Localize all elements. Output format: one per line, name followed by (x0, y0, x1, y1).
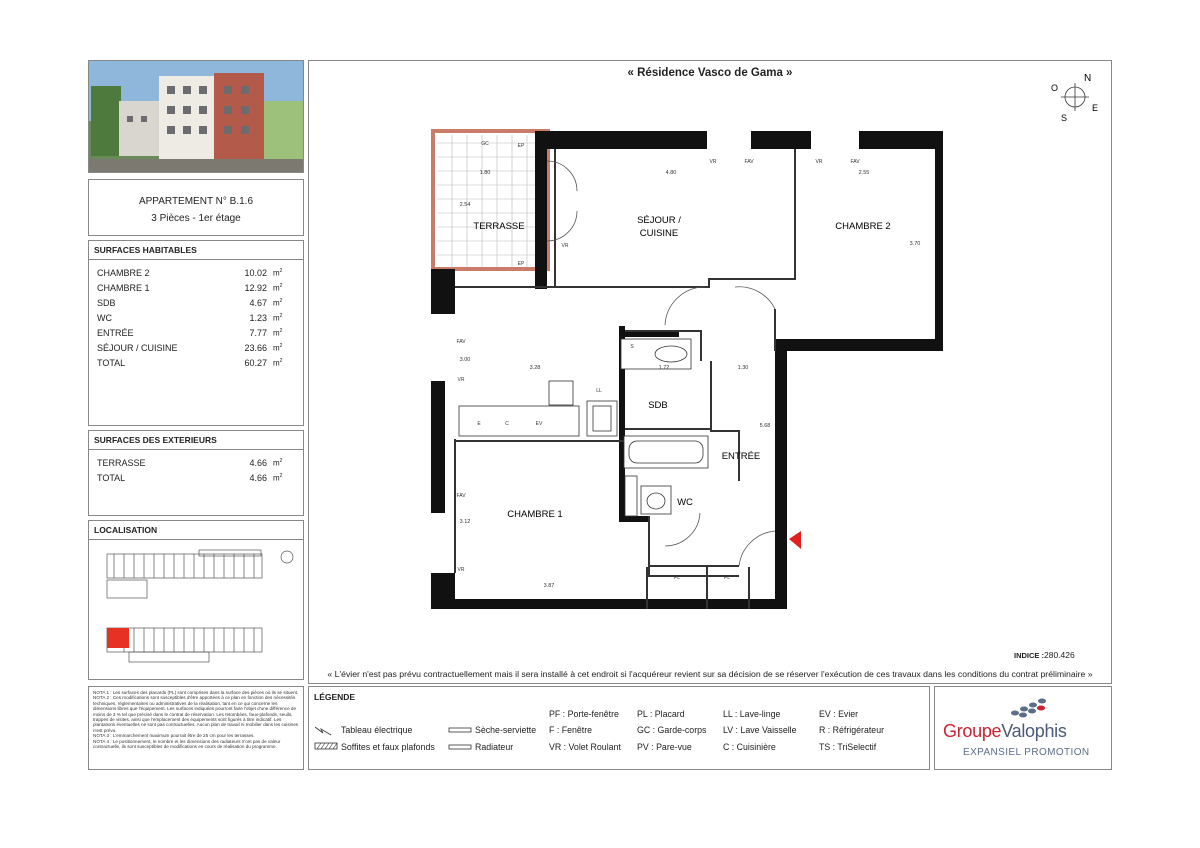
apartment-location-marker (107, 628, 129, 648)
dim-4: 2.54 (459, 202, 471, 208)
legend-radiateur: Radiateur (475, 742, 514, 752)
floor-plan-drawing (309, 61, 1111, 651)
compass-icon (1061, 83, 1089, 111)
surfaces-exterieurs-panel (88, 430, 304, 516)
surface-row: ENTRÉE 7.77 $m^2$ (97, 327, 283, 338)
label-s: S (630, 344, 634, 350)
brand-tagline: EXPANSIEL PROMOTION (963, 747, 1090, 758)
label-ll: LL (596, 388, 602, 394)
legend-tableau: Tableau électrique (341, 725, 413, 735)
floor-plan-panel (308, 60, 1112, 684)
dim-1: 1.80 (479, 170, 491, 176)
dim-8: 1.30 (737, 365, 749, 371)
localisation-heading: LOCALISATION (89, 521, 303, 540)
compass-n: N (1084, 73, 1092, 84)
room-terrasse: TERRASSE (473, 221, 525, 232)
note-1-2: NOTA 1 : Les surfaces des placards (PL) sont comprises dans la surface des pièces où ils se situent. NOTA 2 : Ces modifications sont susceptibles d'être apportées à ce plan en fonction des nécessités techniques, réglementaires ou administratives de la réalisation, tant en ce qui concerne les dimensions libres que l'équipement. Les surfaces indiquées pourront faire l'objet d'une différence de moins de 3 % tel que précisé dans le contrat de réservation. Les retombées, faux-plafonds, seuils, trappes de visites, ainsi que l'emplacement des équipements sont figurés à titre indicatif. Les plantations éventuelles ne sont pas contractuelles. Aucun plan de travail ni mobilier dans les cuisines n'est prévu. (93, 690, 299, 733)
label-ep: EP (517, 261, 525, 267)
legend-panel (308, 686, 930, 770)
notes-panel (88, 686, 304, 770)
label-ev: EV (535, 421, 543, 427)
legend-soffites: Soffites et faux plafonds (341, 742, 435, 752)
note-4: NOTA 4 : Le positionnement, le nombre et les dimensions des radiateurs n'ont pas de valeur contractuelle, ils sont susceptibles de modifications en cours de réalisation du programme. (93, 738, 281, 750)
legend-lv: LV : Lave Vaisselle (723, 725, 797, 735)
legend-heading: LÉGENDE (314, 692, 356, 702)
room-wc: WC (677, 497, 693, 508)
legend-vr: VR : Volet Roulant (549, 742, 621, 752)
legend-pf: PF : Porte-fenêtre (549, 709, 619, 719)
label-pl: PL (723, 575, 731, 581)
label-fav: FAV (456, 493, 466, 499)
dim-6: 3.28 (529, 365, 541, 371)
compass-e: E (1092, 103, 1099, 113)
brand-logo (934, 686, 1112, 770)
apartment-rooms-floor: 3 Pièces - 1er étage (151, 213, 241, 224)
unit-label: $m^2$ (273, 267, 283, 278)
surface-row: WC 1.23 $m^2$ (97, 312, 283, 323)
apartment-number: APPARTEMENT N° B.1.6 (138, 196, 254, 207)
dim-7: 1.72 (658, 365, 670, 371)
room-chambre2: CHAMBRE 2 (835, 221, 891, 232)
dim-12: 3.87 (543, 583, 555, 589)
label-gc: GC (481, 141, 489, 147)
dim-11: 3.12 (459, 519, 471, 525)
room-sejour-line2: CUISINE (639, 228, 679, 239)
radiator-icon (449, 745, 471, 749)
room-chambre1: CHAMBRE 1 (507, 509, 563, 520)
legend-seche: Sèche-serviette (475, 725, 537, 735)
legend-ll: LL : Lave-linge (723, 709, 781, 719)
legend-symbols (313, 723, 343, 763)
label-ep: EP (517, 143, 525, 149)
surfaces-habitables-heading: SURFACES HABITABLES (89, 241, 303, 260)
surfaces-habitables-panel (88, 240, 304, 426)
legend-r: R : Réfrigérateur (819, 725, 885, 735)
dim-2: 4.80 (665, 170, 677, 176)
entrance-marker (789, 531, 801, 549)
terrasse-area (433, 131, 548, 269)
room-sdb: SDB (648, 400, 668, 411)
disclaimer: « L'évier n'est pas prévu contractuellement mais il sera installé à cet endroit si l'acquéreur revient sur sa décision de se réserver l'exécution de ces travaux dans les conditions du contrat préliminaire » (327, 669, 1093, 679)
brand-name: GroupeValophis (943, 721, 1067, 741)
apartment-info (88, 179, 304, 236)
surface-row: SÉJOUR / CUISINE 23.66 $m^2$ (97, 342, 283, 353)
label-vr: VR (457, 567, 465, 573)
label-c: C (505, 421, 509, 427)
legend-pl: PL : Placard (637, 709, 685, 719)
dim-10: 5.68 (759, 423, 771, 429)
indice: INDICE :280.426 (1014, 650, 1075, 660)
label-pl: PL (673, 575, 681, 581)
note-3: NOTA 3 : L'emmarchement maximum pourrait être de 25 cm pour les terrasses. (93, 733, 255, 739)
building-photo (88, 60, 304, 173)
compass-o: O (1051, 83, 1059, 93)
label-vr: VR (709, 159, 717, 165)
surface-total-row: TOTAL 4.66 $m^2$ (97, 472, 283, 483)
label-fav: FAV (850, 159, 860, 165)
legend-gc: GC : Garde-corps (637, 725, 707, 735)
compass-s: S (1061, 113, 1068, 123)
label-vr: VR (457, 377, 465, 383)
electrical-panel-icon (315, 727, 331, 735)
room-entree: ENTRÉE (721, 451, 761, 462)
surface-row: CHAMBRE 2 10.02 $m^2$ (97, 267, 283, 278)
legend-ev: EV : Evier (819, 709, 859, 719)
room-sejour-line1: SÉJOUR / (637, 215, 681, 226)
label-vr: VR (815, 159, 823, 165)
towel-dryer-icon (449, 728, 471, 732)
localisation-panel (88, 520, 304, 680)
legend-c: C : Cuisinière (723, 742, 776, 752)
legend-ts: TS : TriSelectif (819, 742, 877, 752)
label-e: E (477, 421, 481, 427)
legend-f: F : Fenêtre (549, 725, 593, 735)
dim-5: 3.70 (909, 241, 921, 247)
soffit-hatch-icon (317, 743, 337, 749)
dim-3: 2.55 (858, 170, 870, 176)
brand-dots-icon (1001, 695, 1061, 719)
label-fav: FAV (744, 159, 754, 165)
surface-row: CHAMBRE 1 12.92 $m^2$ (97, 282, 283, 293)
surface-total-row: TOTAL 60.27 $m^2$ (97, 357, 283, 368)
legend-symbols-2 (447, 725, 473, 755)
legend-pv: PV : Pare-vue (637, 742, 692, 752)
surfaces-exterieurs-heading: SURFACES DES EXTERIEURS (89, 431, 303, 450)
plan-title: « Résidence Vasco de Gama » (627, 67, 793, 79)
label-vr: VR (561, 243, 569, 249)
surface-row: TERRASSE 4.66 $m^2$ (97, 457, 283, 468)
dim-9: 3.00 (459, 357, 471, 363)
label-fav: FAV (456, 339, 466, 345)
surface-row: SDB 4.67 $m^2$ (97, 297, 283, 308)
localisation-map (89, 540, 303, 680)
